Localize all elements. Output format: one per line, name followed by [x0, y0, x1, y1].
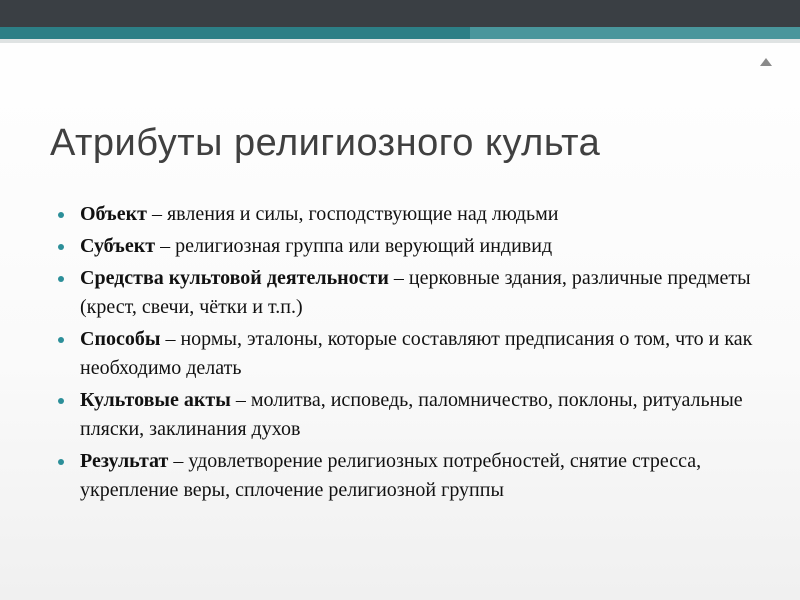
bullet-text: – явления и силы, господствующие над людьми — [146, 203, 559, 225]
accent-stripe-highlight — [470, 27, 800, 39]
bullet-text: – удовлетворение религиозных потребностей, снятие стресса, укрепление веры, сплочение религиозной группы — [80, 450, 702, 501]
slide-title: Атрибуты религиозного культа — [50, 122, 601, 164]
bullet-term: Способы — [80, 328, 161, 350]
bullet-item-object — [56, 200, 776, 229]
bullet-item-acts — [56, 386, 776, 444]
bullet-term: Культовые акты — [80, 389, 231, 411]
bullet-term: Средства культовой деятельности — [80, 267, 389, 289]
top-bar — [0, 0, 800, 27]
bullet-dot-icon — [58, 459, 64, 465]
bullet-term: Субъект — [80, 235, 156, 257]
bullet-dot-icon — [58, 212, 64, 218]
triangle-marker-icon — [760, 58, 772, 66]
bullet-text: – церковные здания, различные предметы (крест, свечи, чётки и т.п.) — [80, 267, 751, 318]
bullet-dot-icon — [58, 244, 64, 250]
bullet-dot-icon — [58, 276, 64, 282]
bullet-item-result — [56, 447, 776, 505]
bullet-list — [56, 200, 776, 508]
bullet-text: – религиозная группа или верующий индивид — [155, 235, 553, 257]
bullet-term: Объект — [80, 203, 147, 225]
bullet-dot-icon — [58, 398, 64, 404]
bullet-term: Результат — [80, 450, 169, 472]
bullet-item-means — [56, 264, 776, 322]
bullet-item-subject — [56, 232, 776, 261]
divider-stripe — [0, 39, 800, 43]
bullet-item-methods — [56, 325, 776, 383]
bullet-text: – нормы, эталоны, которые составляют предписания о том, что и как необходимо делать — [80, 328, 753, 379]
bullet-dot-icon — [58, 337, 64, 343]
bullet-text: – молитва, исповедь, паломничество, поклоны, ритуальные пляски, заклинания духов — [80, 389, 743, 440]
